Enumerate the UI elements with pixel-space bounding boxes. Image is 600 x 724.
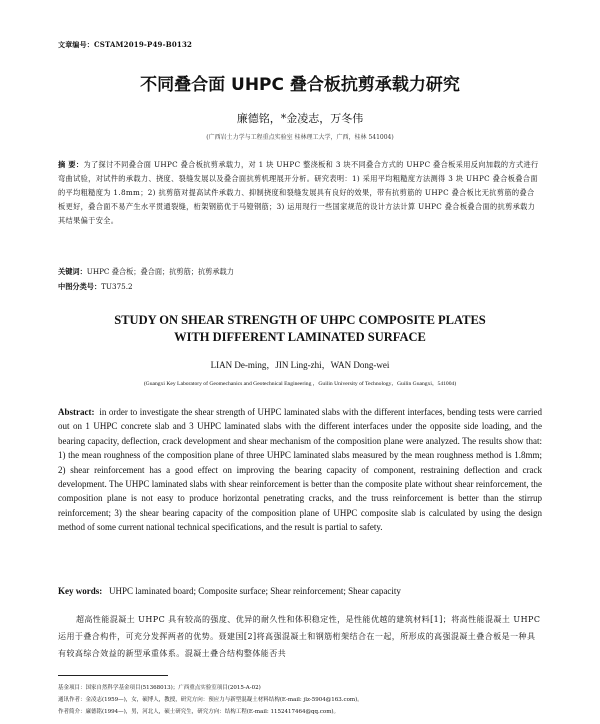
english-authors: LIAN De-ming，JIN Ling-zhi，WAN Dong-wei bbox=[210, 360, 390, 370]
chinese-abstract bbox=[58, 158, 540, 228]
classification-value: TU375.2 bbox=[101, 282, 133, 291]
english-abstract-text: in order to investigate the shear strength of UHPC laminated slabs with the different interfaces, bending tests were carried out on 1 UHPC concrete slab and 3 UHPC laminated slabs with the different interfaces under the opposite side loading, and the bearing capacity, deflection, crack development and shear mechanism of the composition plane were analyzed. The results show that: 1) the mean roughness of the composition plane of three UHPC laminated slabs measured by the mean roughness method is 1.8mm; 2) shear reinforcement has a good effect on improving the bearing capacity of component, restraining deflection and crack development. The UHPC laminated slabs with shear reinforcement is better than the composite plate without shear reinforcement, the composition plane is not easy to produce horizontal penetrating cracks, and the truss reinforcement is better than the stirrup reinforcement; 3) the shear bearing capacity of the composition plane of UHPC composite slab is calculated by using the design method of some current national technical specifications, and the result is partial to safety. bbox=[58, 407, 542, 533]
english-title-line-1: STUDY ON SHEAR STRENGTH OF UHPC COMPOSITE PLATES bbox=[114, 313, 486, 327]
chinese-affiliation: (广西岩土力学与工程重点实验室 桂林理工大学，广西，桂林 541004) bbox=[206, 134, 394, 141]
chinese-keywords bbox=[58, 265, 540, 279]
body-paragraph: 超高性能混凝土 UHPC 具有较高的强度、优异的耐久性和体积稳定性，是性能优越的建筑材料[1]；将高性能混凝土 UHPC 运用于叠合构件，可充分发挥两者的优势。聂建国[2]将高强混凝土和钢筋桁架结合在一起，所形成的高强混凝土叠合板是一种具有较高综合效益的新型承重体系。混凝土叠合结构整体能否共 bbox=[58, 615, 541, 658]
english-title bbox=[0, 312, 600, 346]
classification-number bbox=[58, 280, 540, 294]
english-affiliation: (Guangxi Key Laboratory of Geomechanics and Geotechnical Engineering ，Guilin University of Technology，Guilin Guangxi，541004) bbox=[143, 381, 457, 387]
footnote-corresponding-author: 通讯作者：金凌志(1959—)，女，硕博人，教授，研究方向：预应力与新型混凝土材料结构(E-mail: jlz-5904@163.com)。 bbox=[58, 697, 363, 703]
chinese-keywords-label: 关键词： bbox=[58, 267, 87, 276]
english-title-line-2: WITH DIFFERENT LAMINATED SURFACE bbox=[174, 330, 426, 344]
english-abstract-label: Abstract: bbox=[58, 407, 95, 417]
classification-label: 中图分类号： bbox=[58, 282, 102, 291]
chinese-abstract-text: 为了探讨不同叠合面 UHPC 叠合板抗剪承载力，对 1 块 UHPC 整浇板和 3 块不同叠合方式的 UHPC 叠合板采用反向加载的方式进行弯曲试验，对试件的承载力、挠度、裂缝发展以及叠合面抗剪机理展开分析。研究表明：1) 采用平均粗糙度方法测得 3 块 UHPC 叠合板叠合面的平均粗糙度为 1.8mm；2) 抗剪筋对提高试件承载力、抑制挠度和裂缝发展具有良好的效果，带有抗剪筋的 UHPC 叠合板比无抗剪筋的叠合板更好，叠合面不易产生水平贯通裂缝，桁架钢筋优于马镫钢筋；3) 运用现行一些国家规范的设计方法计算 UHPC 叠合板叠合面的抗剪承载力其结果偏于安全。 bbox=[58, 160, 539, 225]
chinese-title: 不同叠合面 UHPC 叠合板抗剪承载力研究 bbox=[140, 75, 460, 95]
footnotes bbox=[58, 682, 542, 718]
english-keywords-text: UHPC laminated board; Composite surface; Shear reinforcement; Shear capacity bbox=[109, 586, 401, 596]
english-abstract bbox=[58, 405, 542, 535]
chinese-authors: 廉德铭，*金凌志，万冬伟 bbox=[236, 112, 364, 125]
english-keywords-label: Key words: bbox=[58, 586, 103, 596]
article-number: 文章编号：CSTAM2019-P49-B0132 bbox=[58, 40, 193, 49]
footnote-author-bio: 作者简介：廉德铭(1994—)，男，河北人，硕士研究生，研究方向：结构工程(E-mail: 1152417464@qq.com)。 bbox=[58, 709, 340, 715]
chinese-abstract-label: 摘 要： bbox=[58, 160, 84, 169]
footnote-divider bbox=[58, 675, 168, 676]
footnote-funding: 基金项目：国家自然科学基金项目(51368013)；广西重点实验室项目(2015-A-02) bbox=[58, 685, 261, 691]
english-keywords bbox=[58, 584, 542, 598]
chinese-keywords-text: UHPC 叠合板；叠合面；抗剪筋；抗剪承载力 bbox=[86, 267, 234, 276]
